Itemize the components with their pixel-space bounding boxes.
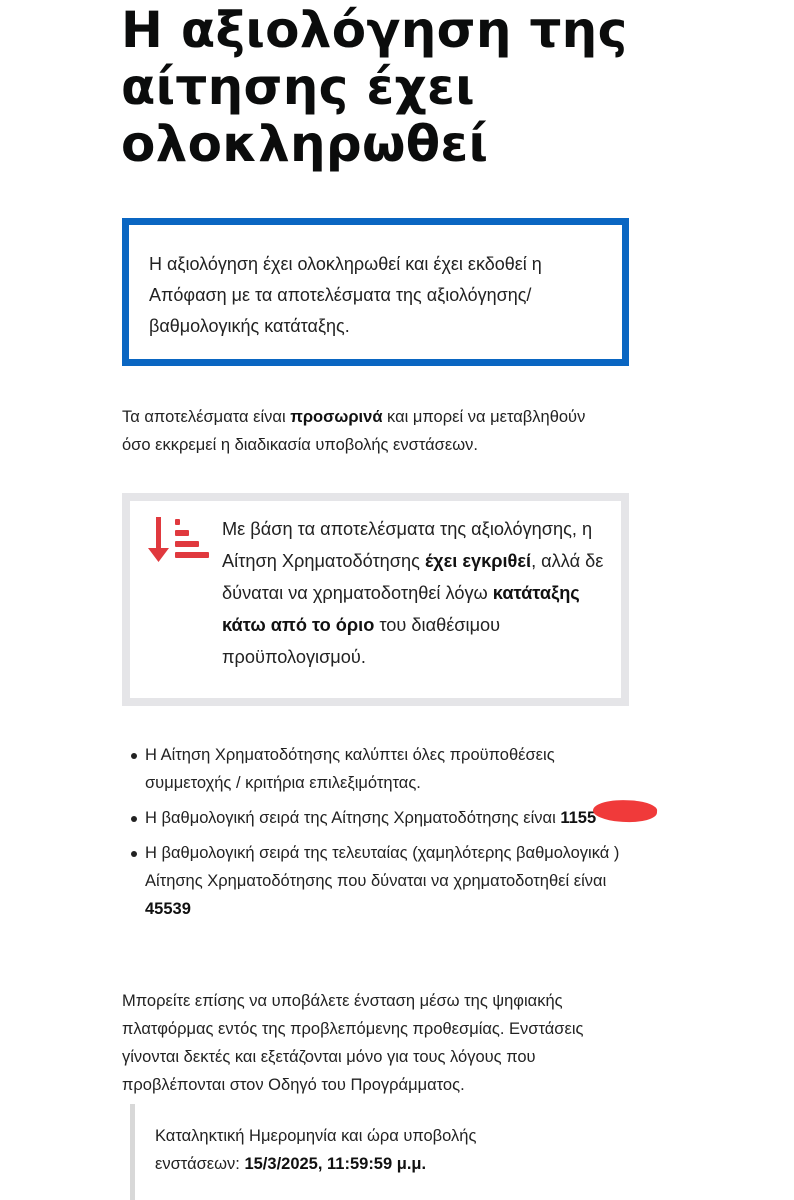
criteria-list: [122, 741, 622, 930]
deadline-label: Καταληκτική Ημερομηνία και ώρα υποβολής ενστάσεων:: [155, 1127, 477, 1173]
provisional-text-after: και μπορεί να μεταβληθούν όσο εκκρεμεί η διαδικασία υποβολής ενστάσεων.: [122, 408, 586, 454]
deadline-box: [130, 1104, 550, 1200]
provisional-bold: προσωρινά: [290, 408, 383, 426]
provisional-note: [122, 403, 602, 459]
result-approved: έχει εγκριθεί: [424, 551, 532, 571]
notice-box: [122, 218, 629, 366]
rank-value: 1155: [560, 809, 597, 827]
result-below-threshold: κατάταξης κάτω από το όριο: [222, 583, 580, 635]
criteria-item-text: Η βαθμολογική σειρά της τελευταίας (χαμηλότερης βαθμολογικά ) Αίτησης Χρηματοδότησης που δύναται να χρηματοδοτηθεί είναι: [145, 844, 620, 890]
criteria-item-rank: [122, 804, 622, 832]
objection-info: Μπορείτε επίσης να υποβάλετε ένσταση μέσω της ψηφιακής πλατφόρμας εντός της προβλεπόμενης προθεσμίας. Ενστάσεις γίνονται δεκτές και εξετάζονται μόνο για τους λόγους που προβλέπονται στον Οδηγό του Προγράμματος.: [122, 992, 584, 1094]
last-rank-value: 45539: [145, 900, 191, 918]
result-part1: Με βάση τα αποτελέσματα της αξιολόγησης, η Αίτηση Χρηματοδότησης: [222, 519, 593, 571]
notice-text: Η αξιολόγηση έχει ολοκληρωθεί και έχει εκδοθεί η Απόφαση με τα αποτελέσματα της αξιολόγησης/βαθμολογικής κατάταξης.: [149, 254, 542, 336]
result-part3: του διαθέσιμου προϋπολογισμού.: [222, 615, 501, 667]
result-part2: , αλλά δε δύναται να χρηματοδοτηθεί λόγω: [222, 551, 604, 603]
rank-value-wrap: [560, 804, 596, 832]
criteria-item-text: Η βαθμολογική σειρά της Αίτησης Χρηματοδότησης είναι: [145, 809, 561, 827]
provisional-text-before: Τα αποτελέσματα είναι: [122, 408, 291, 426]
result-text: [222, 513, 622, 673]
result-box: [122, 493, 629, 706]
criteria-item-eligibility: [122, 741, 622, 797]
criteria-item-text: Η Αίτηση Χρηματοδότησης καλύπτει όλες προϋποθέσεις συμμετοχής / κριτήρια επιλεξιμότητας.: [145, 746, 555, 792]
deadline-text: [155, 1122, 550, 1178]
page-title: Η αξιολόγηση της αίτησης έχει ολοκληρωθεί: [121, 1, 628, 173]
redaction-mark: [593, 798, 658, 824]
deadline-value: 15/3/2025, 11:59:59 μ.μ.: [244, 1155, 427, 1173]
criteria-item-last-rank: [122, 839, 622, 923]
ranking-down-icon: [148, 515, 210, 565]
